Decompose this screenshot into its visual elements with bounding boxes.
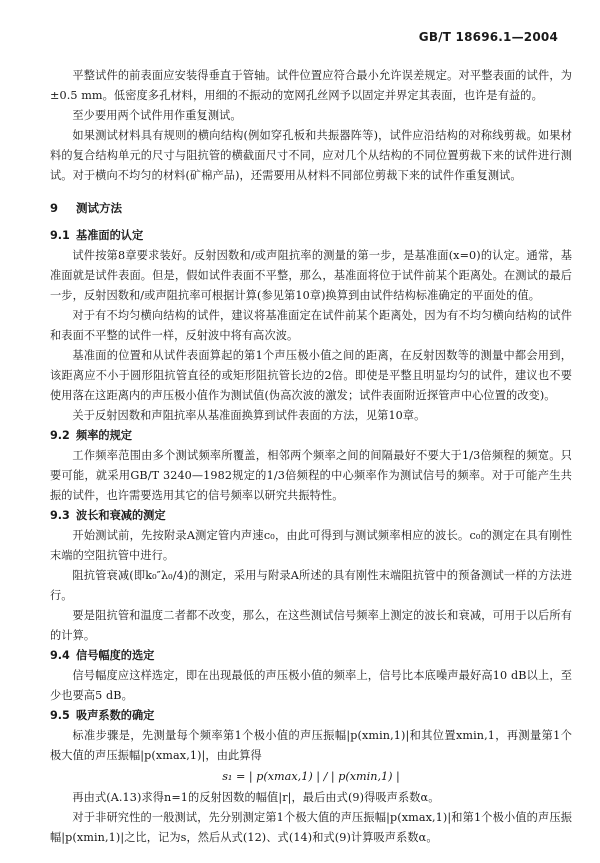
- paragraph: 信号幅度应这样选定，即在出现最低的声压极小值的频率上，信号比本底噪声最好高10 dB以上，至少也要高5 dB。: [50, 669, 572, 702]
- subsection-title: 频率的规定: [76, 429, 132, 442]
- paragraph: 标准步骤是，先测量每个频率第1个极小值的声压振幅|p(xmin,1)|和其位置xmin,1，再测量第1个极大值的声压振幅|p(xmax,1)|，由此算得: [50, 729, 572, 762]
- subsection-heading-9-5: [50, 706, 572, 726]
- paragraph: 再由式(A.13)求得n=1的反射因数的幅值|r|，最后由式(9)得吸声系数α。: [72, 791, 440, 804]
- subsection-number: 9.4: [50, 649, 70, 662]
- formula-s1: s₁ = | p(xmax,1) | / | p(xmin,1) |: [222, 770, 400, 783]
- subsection-title: 基准面的认定: [76, 229, 144, 242]
- section-title: 测试方法: [76, 201, 122, 215]
- paragraph: 关于反射因数和声阻抗率从基准面换算到试件表面的方法，见第10章。: [72, 409, 426, 422]
- paragraph: 至少要用两个试件用作重复测试。: [72, 109, 242, 122]
- subsection-number: 9.3: [50, 509, 70, 522]
- paragraph: 要是阻抗管和温度二者都不改变，那么，在这些测试信号频率上测定的波长和衰减，可用于以后所有的计算。: [50, 609, 572, 642]
- paragraph: 对于非研究性的一般测试，先分别测定第1个极大值的声压振幅|p(xmax,1)|和第1个极小值的声压振幅|p(xmin,1)|之比，记为s，然后从式(12)、式(14)和式(9)计算吸声系数α。: [50, 811, 572, 844]
- paragraph: 对于有不均匀横向结构的试件，建议将基准面定在试件前某个距离处，因为有不均匀横向结构的试件和表面不平整的试件一样，反射波中将有高次波。: [50, 309, 572, 342]
- body-content: [50, 66, 572, 848]
- standard-number: GB/T 18696.1—2004: [418, 30, 558, 44]
- subsection-title: 吸声系数的确定: [76, 709, 155, 722]
- subsection-heading-9-4: [50, 646, 572, 666]
- paragraph: 开始测试前，先按附录A测定管内声速c₀，由此可得到与测试频率相应的波长。c₀的测定在具有刚性末端的空阻抗管中进行。: [50, 529, 572, 562]
- paragraph: 平整试件的前表面应安装得垂直于管轴。试件位置应符合最小允许误差规定。对平整表面的试件，为±0.5 mm。低密度多孔材料，用细的不振动的宽网孔丝网予以固定并界定其表面，也许是有益的。: [50, 69, 572, 102]
- subsection-number: 9.2: [50, 429, 70, 442]
- paragraph: 试件按第8章要求装好。反射因数和/或声阻抗率的测量的第一步，是基准面(x=0)的认定。通常，基准面就是试件表面。但是，假如试件表面不平整，那么，基准面将位于试件前某个距离处。在测试的最后一步，反射因数和/或声阻抗率可根据计算(参见第10章)换算到由试件结构标准确定的平面处的值。: [50, 249, 572, 302]
- paragraph: 基准面的位置和从试件表面算起的第1个声压极小值之间的距离，在反射因数等的测量中都会用到，该距离应不小于圆形阻抗管直径的或矩形阻抗管长边的2倍。即使是平整且明显均匀的试件，建议也不要使用落在这距离内的声压极小值作为测试值(伪高次波的激发；试件表面附近探管声中心位置的改变)。: [50, 349, 572, 402]
- section-heading-9: [50, 198, 572, 218]
- subsection-number: 9.5: [50, 709, 70, 722]
- paragraph: 工作频率范围由多个测试频率所覆盖，相邻两个频率之间的间隔最好不要大于1/3倍频程的频宽。只要可能，就采用GB/T 3240—1982规定的1/3倍频程的中心频率作为测试信号的频率。对于可能产生共振的试件，也许需要选用其它的信号频率以研究共振特性。: [50, 449, 572, 502]
- subsection-title: 信号幅度的选定: [76, 649, 155, 662]
- paragraph: 如果测试材料具有规则的横向结构(例如穿孔板和共振器阵等)，试件应沿结构的对称线剪裁。如果材料的复合结构单元的尺寸与阻抗管的横截面尺寸不同，应对几个从结构的不同位置剪裁下来的试件进行测试。对于横向不均匀的材料(矿棉产品)，还需要用从材料不同部位剪裁下来的试件作重复测试。: [50, 129, 572, 182]
- subsection-number: 9.1: [50, 229, 70, 242]
- subsection-heading-9-1: [50, 226, 572, 246]
- subsection-heading-9-3: [50, 506, 572, 526]
- paragraph: 阻抗管衰减(即k₀″λ₀/4)的测定，采用与附录A所述的具有刚性末端阻抗管中的预备测试一样的方法进行。: [50, 569, 572, 602]
- subsection-heading-9-2: [50, 426, 572, 446]
- subsection-title: 波长和衰减的测定: [76, 509, 166, 522]
- section-number: 9: [50, 201, 59, 215]
